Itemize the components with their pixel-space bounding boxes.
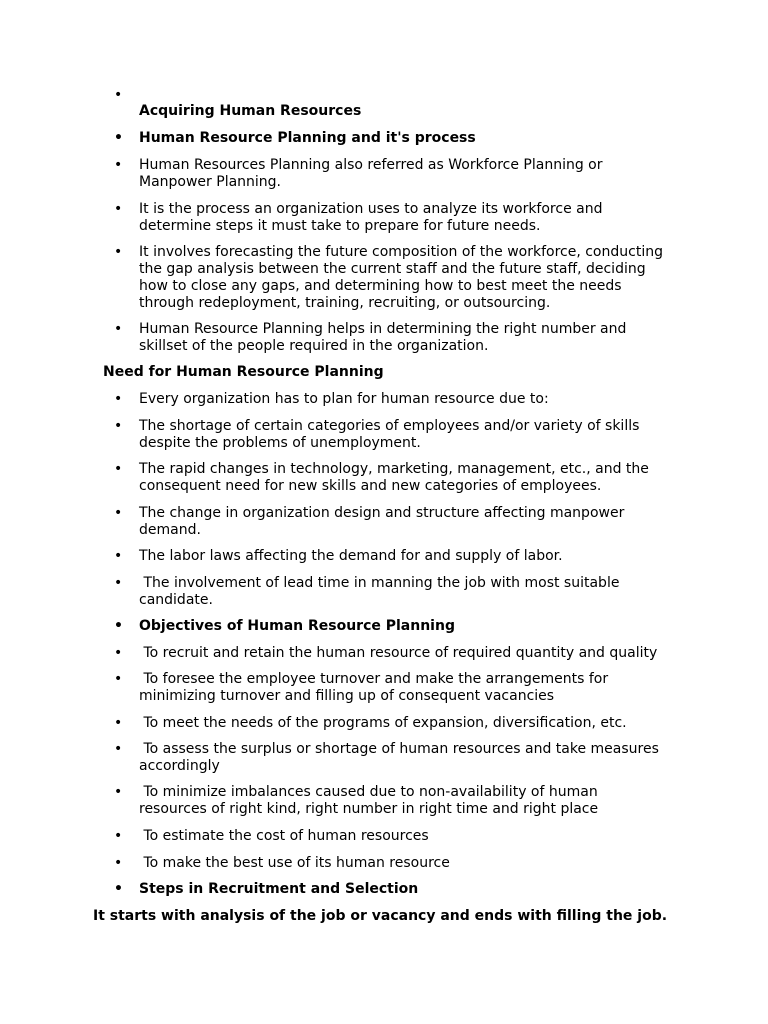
section-heading-acquiring: [139, 103, 679, 120]
item-line: To minimize imbalances caused due to non-availability of human: [139, 784, 598, 800]
list-item-hrp-process: [114, 130, 679, 147]
item-line: The change in organization design and structure affecting manpower: [139, 505, 625, 521]
heading-text: Acquiring Human Resources: [139, 103, 362, 119]
item-line: Objectives of Human Resource Planning: [139, 618, 455, 634]
list-item-objective-2: [114, 715, 679, 732]
bullet: •: [114, 548, 123, 564]
list-item-need-1: [114, 418, 679, 452]
bullet: •: [114, 461, 123, 477]
list-item-need-3: [114, 505, 679, 539]
list-item-need-2: [114, 461, 679, 495]
list-item-objective-6: [114, 855, 679, 872]
closing-line: It starts with analysis of the job or vacancy and ends with filling the job.: [93, 908, 668, 924]
item-line: To foresee the employee turnover and make the arrangements for: [139, 671, 609, 687]
item-line: accordingly: [139, 758, 220, 774]
item-line: To assess the surplus or shortage of human resources and take measures: [139, 741, 659, 757]
bullet: •: [114, 855, 123, 871]
list-item-steps-heading: [114, 881, 679, 898]
list-item-need-4: [114, 548, 679, 565]
list-item-objective-3: [114, 741, 679, 775]
list-item-objective-1: [114, 671, 679, 705]
bullet: •: [114, 881, 123, 897]
list-item-objective-4: [114, 784, 679, 818]
bullet: •: [114, 87, 123, 103]
item-line: To estimate the cost of human resources: [139, 828, 429, 844]
list-item-need-0: [114, 391, 679, 408]
item-line: Human Resource Planning helps in determining the right number and: [139, 321, 627, 337]
bullet: •: [114, 321, 123, 337]
item-text: Human Resource Planning and it's process: [139, 130, 476, 146]
item-line: determine steps it must take to prepare for future needs.: [139, 218, 541, 234]
list-item-right-number: [114, 321, 679, 355]
item-line: The involvement of lead time in manning the job with most suitable: [139, 575, 620, 591]
item-line: It is the process an organization uses to analyze its workforce and: [139, 201, 603, 217]
item-line: To make the best use of its human resource: [139, 855, 450, 871]
item-line: Steps in Recruitment and Selection: [139, 881, 419, 897]
list-item-objective-0: [114, 645, 679, 662]
item-line: resources of right kind, right number in right time and right place: [139, 801, 599, 817]
item-line: consequent need for new skills and new categories of employees.: [139, 478, 602, 494]
bullet: •: [114, 671, 123, 687]
item-line: despite the problems of unemployment.: [139, 435, 421, 451]
bullet: •: [114, 201, 123, 217]
item-line: Every organization has to plan for human resource due to:: [139, 391, 549, 407]
bullet: •: [114, 618, 123, 634]
item-line: To meet the needs of the programs of expansion, diversification, etc.: [139, 715, 627, 731]
item-line: The shortage of certain categories of employees and/or variety of skills: [139, 418, 640, 434]
item-line: the gap analysis between the current staff and the future staff, deciding: [139, 261, 646, 277]
item-line: It involves forecasting the future composition of the workforce, conducting: [139, 244, 663, 260]
item-line: candidate.: [139, 592, 213, 608]
item-line: Human Resources Planning also referred as Workforce Planning or: [139, 157, 603, 173]
item-line: minimizing turnover and filling up of consequent vacancies: [139, 688, 555, 704]
list-item-hrp-definition: [114, 157, 679, 191]
bullet: •: [114, 828, 123, 844]
list-item-process-description: [114, 201, 679, 235]
bullet: •: [114, 157, 123, 173]
item-line: demand.: [139, 522, 201, 538]
bullet: •: [114, 715, 123, 731]
item-line: The rapid changes in technology, marketing, management, etc., and the: [139, 461, 649, 477]
item-line: The labor laws affecting the demand for and supply of labor.: [139, 548, 563, 564]
item-line: how to close any gaps, and determining how to best meet the needs: [139, 278, 622, 294]
list-item-objective-5: [114, 828, 679, 845]
bullet: •: [114, 575, 123, 591]
bullet: •: [114, 741, 123, 757]
item-line: through redeployment, training, recruiting, or outsourcing.: [139, 295, 551, 311]
list-item-objectives-heading: [114, 618, 679, 635]
list-item-forecasting: [114, 244, 679, 312]
list-item-need-5: [114, 575, 679, 609]
bullet: •: [114, 645, 123, 661]
bullet: •: [114, 391, 123, 407]
bullet: •: [114, 784, 123, 800]
item-line: To recruit and retain the human resource of required quantity and quality: [139, 645, 658, 661]
item-line: skillset of the people required in the organization.: [139, 338, 489, 354]
section-heading-need: Need for Human Resource Planning: [103, 364, 384, 380]
bullet: •: [114, 244, 123, 260]
bullet: •: [114, 505, 123, 521]
bullet: •: [114, 418, 123, 434]
item-line: Manpower Planning.: [139, 174, 282, 190]
bullet: •: [114, 130, 123, 146]
